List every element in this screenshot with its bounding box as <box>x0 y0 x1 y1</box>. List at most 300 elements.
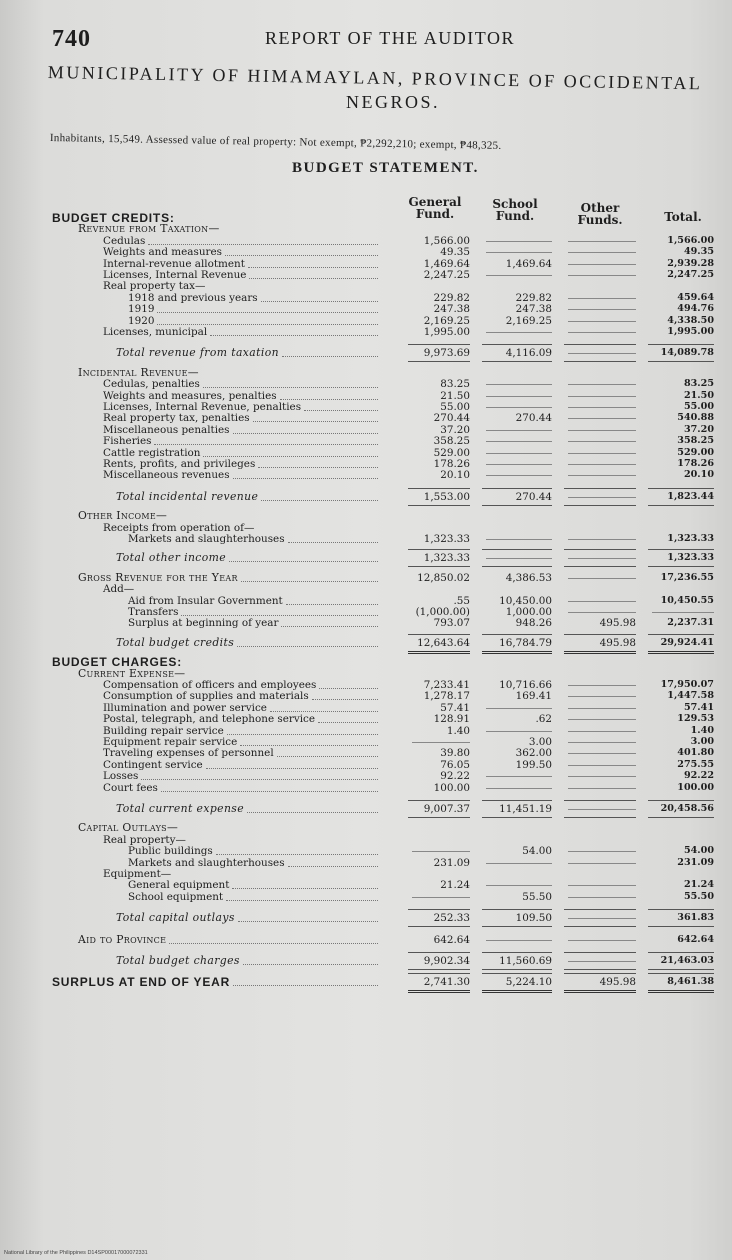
blank-cell-rule <box>568 572 636 579</box>
row-label: 1918 and previous years <box>128 291 258 304</box>
column-header-school-fund: School Fund. <box>492 197 538 223</box>
dot-leader <box>247 803 378 813</box>
cell-total: 54.00 <box>683 845 714 857</box>
table-row <box>0 458 732 470</box>
cell-school-fund: 2,169.25 <box>505 314 552 327</box>
blank-cell-rule <box>486 447 552 454</box>
dot-leader <box>181 606 378 616</box>
total-rule-above <box>648 634 714 635</box>
table-row <box>0 447 732 459</box>
cell-total: 20.10 <box>683 469 714 481</box>
blank-cell-rule <box>486 533 552 540</box>
row-label: Total current expense <box>116 802 245 815</box>
cell-school-fund: 199.50 <box>515 758 552 771</box>
cell-general-fund: 128.91 <box>433 713 470 726</box>
table-row <box>0 572 732 584</box>
total-rule-below <box>408 505 470 506</box>
dot-leader <box>240 736 378 746</box>
cell-general-fund: 1,323.33 <box>423 533 470 545</box>
blank-cell-rule <box>568 690 636 697</box>
row-label: Weights and measures <box>103 246 222 259</box>
dot-leader <box>249 269 378 279</box>
row-label: Incidental Revenue— <box>78 365 199 379</box>
table-row <box>0 868 732 880</box>
cell-general-fund: 2,169.25 <box>423 314 470 327</box>
table-row <box>0 834 732 846</box>
row-label: Cedulas <box>103 234 146 247</box>
cell-general-fund: 2,247.25 <box>423 269 470 281</box>
table-row <box>0 303 732 315</box>
cell-school-fund: 229.82 <box>515 291 552 304</box>
cell-school-fund: 3.00 <box>528 736 552 748</box>
table-row <box>0 845 732 857</box>
table-row <box>0 976 732 988</box>
table-row <box>0 822 732 834</box>
dot-leader <box>203 378 378 388</box>
dot-leader <box>286 595 378 605</box>
total-rule-above <box>482 634 552 635</box>
cell-total: 2,237.31 <box>667 617 714 629</box>
cell-general-fund: 1,469.64 <box>423 257 470 270</box>
blank-cell-rule <box>486 378 552 385</box>
cell-total: 3.00 <box>690 736 714 747</box>
dot-leader <box>232 879 378 889</box>
blank-cell-rule <box>486 235 552 242</box>
cell-general-fund: 1,553.00 <box>423 490 470 503</box>
blank-cell-rule <box>568 469 636 476</box>
blank-cell-rule <box>486 725 552 732</box>
cell-total: 1,447.58 <box>667 690 714 702</box>
cell-total: 10,450.55 <box>660 594 714 606</box>
total-rule-above <box>408 973 470 974</box>
blank-cell-rule <box>568 315 636 322</box>
total-rule-above <box>564 800 636 801</box>
cell-general-fund: 12,850.02 <box>417 571 470 584</box>
cell-general-fund: 642.64 <box>433 933 470 946</box>
cell-general-fund: 178.26 <box>433 458 470 470</box>
dot-leader <box>243 955 378 965</box>
dot-leader <box>227 725 378 735</box>
total-rule-above <box>648 549 714 550</box>
table-row <box>0 292 732 304</box>
library-footer: National Library of the Philippines D14SP00017000072331 <box>4 1250 148 1256</box>
total-rule-above <box>648 800 714 801</box>
total-rule-below <box>564 505 636 506</box>
blank-cell-rule <box>568 390 636 397</box>
cell-general-fund: 57.41 <box>440 701 470 714</box>
cell-general-fund: 21.24 <box>440 879 470 892</box>
cell-total: 358.25 <box>677 435 714 447</box>
total-rule-below <box>482 990 552 993</box>
cell-general-fund: 9,973.69 <box>423 347 470 360</box>
cell-school-fund: 169.41 <box>515 690 552 703</box>
cell-total: 29,924.41 <box>660 636 714 648</box>
cell-total: 17,950.07 <box>660 679 714 690</box>
dot-leader <box>238 912 378 922</box>
cell-school-fund: 4,116.09 <box>505 347 552 360</box>
table-row <box>0 891 732 903</box>
table-row <box>0 803 732 815</box>
table-row <box>0 326 732 338</box>
cell-general-fund: (1,000.00) <box>415 606 470 618</box>
blank-cell-rule <box>568 235 636 242</box>
row-label: Total incidental revenue <box>116 489 259 503</box>
total-rule-above <box>482 488 552 489</box>
cell-general-fund: 100.00 <box>433 781 470 794</box>
dot-leader <box>261 491 378 501</box>
total-rule-below <box>408 969 470 970</box>
cell-general-fund: 9,902.34 <box>423 955 470 967</box>
total-rule-above <box>482 952 552 953</box>
cell-total: 20,458.56 <box>660 803 714 814</box>
blank-cell-rule <box>412 736 470 743</box>
running-head: REPORT OF THE AUDITOR <box>265 28 515 48</box>
total-rule-above <box>648 952 714 953</box>
blank-cell-rule <box>568 326 636 333</box>
cell-general-fund: 529.00 <box>433 446 470 459</box>
table-row <box>0 347 732 359</box>
row-label: Illumination and power service <box>103 701 267 714</box>
dot-leader <box>241 572 378 582</box>
total-rule-below <box>408 651 470 654</box>
dot-leader <box>206 759 378 769</box>
cell-general-fund: 252.33 <box>433 912 470 925</box>
blank-cell-rule <box>568 857 636 864</box>
total-rule-above <box>564 344 636 345</box>
blank-cell-rule <box>568 435 636 442</box>
total-rule-above <box>408 909 470 910</box>
cell-general-fund: 12,643.64 <box>417 636 470 649</box>
cell-general-fund: 247.38 <box>433 303 470 316</box>
blank-cell-rule <box>568 912 636 919</box>
dot-leader <box>233 424 378 434</box>
table-row <box>0 367 732 379</box>
table-row <box>0 912 732 924</box>
cell-total: 2,247.25 <box>667 269 714 280</box>
total-rule-below <box>482 926 552 927</box>
dot-leader <box>157 315 378 325</box>
table-row <box>0 315 732 327</box>
table-row <box>0 552 732 564</box>
blank-cell-rule <box>568 702 636 709</box>
total-rule-below <box>564 817 636 818</box>
blank-cell-rule <box>486 424 552 431</box>
cell-total: 1,323.33 <box>667 552 714 564</box>
cell-general-fund: 37.20 <box>440 423 470 436</box>
row-label: Public buildings <box>128 845 213 858</box>
total-rule-below <box>482 566 552 567</box>
blank-cell-rule <box>568 955 636 962</box>
row-label: SURPLUS AT END OF YEAR <box>52 975 231 990</box>
blank-cell-rule <box>568 736 636 743</box>
cell-total: 1,323.33 <box>667 533 714 544</box>
dot-leader <box>280 390 378 400</box>
cell-general-fund: 793.07 <box>433 617 470 630</box>
blank-cell-rule <box>568 303 636 310</box>
cell-total: 21.24 <box>683 879 714 891</box>
dot-leader <box>253 412 378 422</box>
blank-cell-rule <box>486 435 552 442</box>
table-row <box>0 934 732 946</box>
row-label: Traveling expenses of personnel <box>103 747 274 760</box>
cell-general-fund: 55.00 <box>440 401 470 413</box>
row-label: Licenses, Internal Revenue <box>103 269 247 281</box>
total-rule-below <box>482 817 552 818</box>
total-rule-above <box>648 973 714 974</box>
total-rule-below <box>408 926 470 927</box>
table-row <box>0 491 732 503</box>
table-row <box>0 595 732 607</box>
cell-school-fund: 247.38 <box>515 303 552 316</box>
cell-total: 49.35 <box>683 246 714 258</box>
cell-total: 57.41 <box>683 701 714 713</box>
cell-general-fund: 1,995.00 <box>423 326 470 338</box>
cell-total: 540.88 <box>677 412 714 424</box>
cell-total: 83.25 <box>683 378 714 390</box>
row-label: Other Income— <box>78 509 168 523</box>
blank-cell-rule <box>486 702 552 709</box>
cell-total: 642.64 <box>677 933 714 945</box>
cell-school-fund: 109.50 <box>515 912 552 925</box>
table-row <box>0 879 732 891</box>
row-label: Current Expense— <box>78 666 186 680</box>
total-rule-above <box>408 952 470 953</box>
row-label: Equipment repair service <box>103 736 238 748</box>
cell-total: 21,463.03 <box>660 955 714 966</box>
cell-total: 92.22 <box>683 770 714 782</box>
total-rule-above <box>564 909 636 910</box>
row-label: Receipts from operation of— <box>103 521 255 534</box>
column-header-total: Total. <box>664 210 702 224</box>
row-label: Markets and slaughterhouses <box>128 533 285 545</box>
blank-cell-rule <box>486 326 552 333</box>
blank-cell-rule <box>486 857 552 864</box>
cell-school-fund: 10,450.00 <box>499 594 552 607</box>
cell-total: 231.09 <box>677 856 714 868</box>
row-label: BUDGET CREDITS: <box>52 211 175 225</box>
blank-cell-rule <box>568 759 636 766</box>
row-label: Miscellaneous penalties <box>103 423 230 436</box>
cell-general-fund: 229.82 <box>433 291 470 304</box>
dot-leader <box>210 326 378 336</box>
dot-leader <box>237 637 378 647</box>
cell-school-fund: 948.26 <box>515 617 552 630</box>
table-row <box>0 401 732 413</box>
row-label: Total budget charges <box>116 954 240 967</box>
total-rule-below <box>564 651 636 654</box>
table-row <box>0 390 732 402</box>
cell-general-fund: 2,741.30 <box>423 976 470 989</box>
cell-total: 17,236.55 <box>660 571 714 583</box>
dot-leader <box>248 258 378 268</box>
total-rule-above <box>648 909 714 910</box>
cell-general-fund: 270.44 <box>433 412 470 425</box>
blank-cell-rule <box>568 606 636 613</box>
row-label: Real property— <box>103 833 186 846</box>
table-row <box>0 235 732 247</box>
budget-statement-title: BUDGET STATEMENT. <box>292 160 479 176</box>
blank-cell-rule <box>568 803 636 810</box>
cell-total: 100.00 <box>677 781 714 793</box>
cell-general-fund: 83.25 <box>440 378 470 391</box>
row-label: Weights and measures, penalties <box>103 389 277 402</box>
total-rule-above <box>564 952 636 953</box>
dot-leader <box>288 533 378 543</box>
cell-school-fund: 270.44 <box>515 412 552 425</box>
dot-leader <box>154 435 378 445</box>
row-label: Equipment— <box>103 868 172 880</box>
dot-leader <box>161 782 378 792</box>
cell-general-fund: 1,566.00 <box>423 234 470 247</box>
total-rule-below <box>482 969 552 970</box>
municipality-title-line1: MUNICIPALITY OF HIMAMAYLAN, PROVINCE OF OCCIDENTAL <box>47 62 703 94</box>
blank-cell-rule <box>486 458 552 465</box>
total-rule-above <box>564 634 636 635</box>
blank-cell-rule <box>568 292 636 299</box>
total-rule-below <box>564 969 636 970</box>
blank-cell-rule <box>486 401 552 408</box>
cell-other-funds: 495.98 <box>599 636 636 649</box>
blank-cell-rule <box>412 891 470 898</box>
blank-cell-rule <box>412 845 470 852</box>
dot-leader <box>319 679 378 689</box>
table-row <box>0 679 732 691</box>
cell-school-fund: .62 <box>535 713 552 726</box>
row-label: Cattle registration <box>103 446 201 459</box>
total-rule-above <box>482 973 552 974</box>
cell-total: 459.64 <box>677 291 714 303</box>
cell-total: 1,823.44 <box>667 490 714 502</box>
total-rule-above <box>482 549 552 550</box>
dot-leader <box>157 303 378 313</box>
cell-school-fund: 11,451.19 <box>499 803 552 815</box>
row-label: Consumption of supplies and materials <box>103 690 309 703</box>
row-label: Real property tax, penalties <box>103 412 250 425</box>
cell-total: 37.20 <box>683 423 714 435</box>
row-label: Total capital outlays <box>116 911 235 925</box>
cell-total: 129.53 <box>677 713 714 725</box>
row-label: Rents, profits, and privileges <box>103 458 256 470</box>
blank-cell-rule <box>568 891 636 898</box>
row-label: Building repair service <box>103 724 224 737</box>
total-rule-below <box>408 361 470 362</box>
total-rule-below <box>648 505 714 506</box>
table-row <box>0 533 732 545</box>
cell-school-fund: 54.00 <box>522 845 552 858</box>
total-rule-above <box>482 344 552 345</box>
table-row <box>0 469 732 481</box>
cell-school-fund: 16,784.79 <box>499 636 552 649</box>
row-label: Licenses, Internal Revenue, penalties <box>103 401 302 413</box>
row-label: Losses <box>103 770 139 783</box>
dot-leader <box>226 891 378 901</box>
total-rule-above <box>564 973 636 974</box>
cell-total: 4,338.50 <box>667 314 714 326</box>
cell-total: 401.80 <box>677 747 714 759</box>
table-row <box>0 955 732 967</box>
dot-leader <box>229 552 378 562</box>
table-row <box>0 424 732 436</box>
blank-cell-rule <box>568 447 636 454</box>
total-rule-below <box>482 651 552 654</box>
total-rule-above <box>648 488 714 489</box>
cell-total: 21.50 <box>683 389 714 401</box>
cell-total: 8,461.38 <box>667 976 714 988</box>
blank-cell-rule <box>568 533 636 540</box>
cell-total: 178.26 <box>677 458 714 469</box>
row-label: Aid to Province <box>78 932 167 946</box>
row-label: Cedulas, penalties <box>103 378 200 391</box>
dot-leader <box>304 401 378 411</box>
total-rule-below <box>408 990 470 993</box>
total-rule-above <box>482 800 552 801</box>
cell-general-fund: 92.22 <box>440 770 470 783</box>
blank-cell-rule <box>486 469 552 476</box>
blank-cell-rule <box>568 679 636 686</box>
cell-school-fund: 1,469.64 <box>505 257 552 270</box>
row-label: BUDGET CHARGES: <box>52 655 183 670</box>
blank-cell-rule <box>486 934 552 941</box>
cell-total: 55.50 <box>683 890 714 902</box>
cell-general-fund: 7,233.41 <box>423 679 470 691</box>
table-row <box>0 857 732 869</box>
cell-general-fund: .55 <box>453 594 470 607</box>
row-label: 1920 <box>128 314 155 327</box>
cell-school-fund: 10,716.66 <box>499 679 552 691</box>
cell-other-funds: 495.98 <box>599 617 636 630</box>
row-label: Revenue from Taxation— <box>78 222 220 236</box>
table-row <box>0 617 732 629</box>
blank-cell-rule <box>486 782 552 789</box>
row-label: Contingent service <box>103 758 203 771</box>
dot-leader <box>277 747 378 757</box>
cell-school-fund: 362.00 <box>515 747 552 760</box>
cell-total: 2,939.28 <box>667 257 714 269</box>
cell-general-fund: 231.09 <box>433 856 470 869</box>
dot-leader <box>288 857 378 867</box>
cell-school-fund: 5,224.10 <box>505 976 552 989</box>
row-label: Fisheries <box>103 435 152 448</box>
row-label: Markets and slaughterhouses <box>128 856 285 869</box>
total-rule-below <box>564 926 636 927</box>
blank-cell-rule <box>652 606 714 613</box>
blank-cell-rule <box>486 879 552 886</box>
table-row <box>0 280 732 292</box>
row-label: Capital Outlays— <box>78 821 179 835</box>
total-rule-above <box>408 800 470 801</box>
cell-general-fund: 1.40 <box>446 724 470 737</box>
blank-cell-rule <box>568 595 636 602</box>
cell-total: 14,089.78 <box>660 347 714 359</box>
row-label: Court fees <box>103 781 158 794</box>
cell-total: 361.83 <box>677 912 714 924</box>
table-row <box>0 702 732 714</box>
table-row <box>0 522 732 534</box>
blank-cell-rule <box>568 458 636 465</box>
dot-leader <box>203 447 378 457</box>
table-row <box>0 269 732 281</box>
blank-cell-rule <box>486 552 552 559</box>
row-label: Real property tax— <box>103 280 206 293</box>
dot-leader <box>318 713 378 723</box>
blank-cell-rule <box>568 747 636 754</box>
column-header-general-fund: General Fund. <box>408 195 462 221</box>
blank-cell-rule <box>568 552 636 559</box>
row-label: Licenses, municipal <box>103 326 208 338</box>
table-row <box>0 668 732 680</box>
table-row <box>0 690 732 702</box>
cell-general-fund: 1,323.33 <box>423 552 470 565</box>
